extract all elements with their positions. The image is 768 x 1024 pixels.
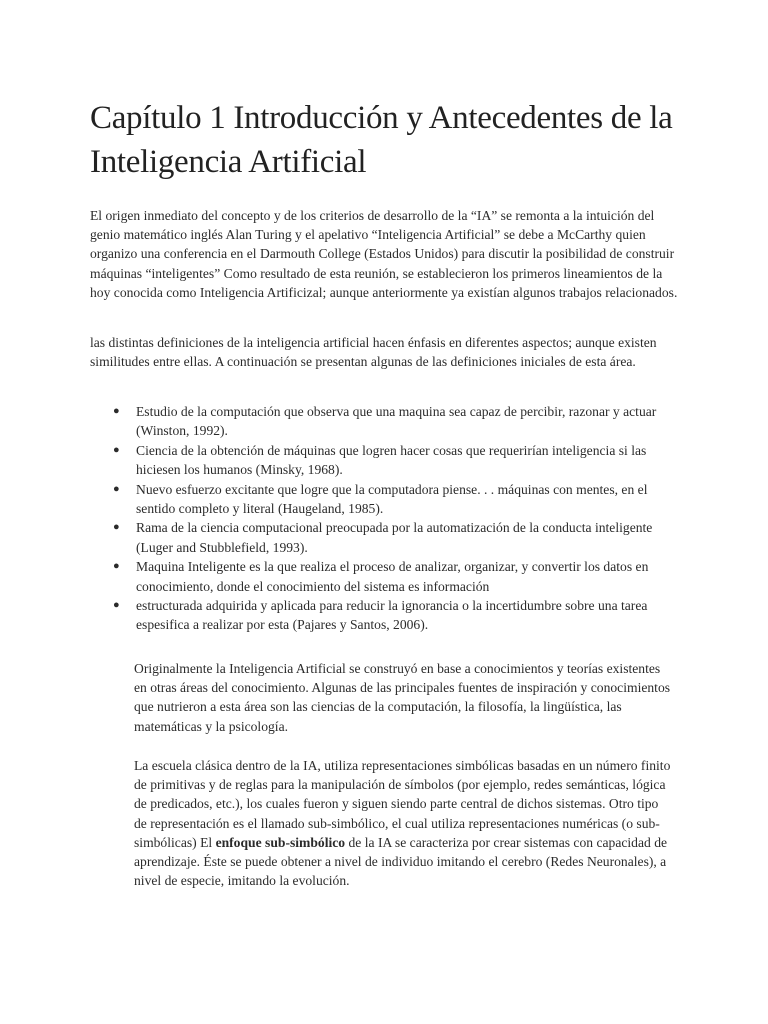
chapter-title: Capítulo 1 Introducción y Antecedentes de la Inteligencia Artificial	[90, 100, 673, 180]
paragraph-text: de la IA se caracteriza por crear sistemas con capacidad de aprendizaje. Éste se puede obtener a nivel de individuo imitando el cerebro (Redes Neuronales), a nivel de especie, imitando la evolución.	[134, 834, 668, 889]
bullet-icon: ●	[113, 443, 120, 456]
bullet-icon: ●	[113, 521, 120, 534]
list-item	[110, 441, 690, 480]
list-item-text: estructurada adquirida y aplicada para reducir la ignorancia o la incertidumbre sobre una tarea espesifica a realizar por esta (Pajares y Santos, 2006).	[136, 598, 648, 633]
list-item	[110, 402, 690, 441]
paragraph-definitions-intro: las distintas definiciones de la inteligencia artificial hacen énfasis en diferentes aspectos; aunque existen similitudes entre ellas. A continuación se presentan algunas de las definiciones iniciales de esta área.	[90, 335, 657, 370]
paragraph-text: La escuela clásica dentro de la IA, utiliza representaciones simbólicas basadas en un número finito de primitivas y de reglas para la manipulación de símbolos (por ejemplo, redes semánticas, lógica de predicados, etc.), los cuales fueron y siguen siendo parte central de dichos sistemas. Otro tipo de representación es el llamado sub-simbólico, el cual utiliza representaciones numéricas (o sub-simbólicas) El	[134, 758, 671, 850]
list-item	[110, 480, 690, 519]
paragraph-classic-school	[134, 756, 674, 890]
list-item-text: Rama de la ciencia computacional preocupada por la automatización de la conducta inteligente (Luger and Stubblefield, 1993).	[136, 520, 653, 555]
list-item-text: Maquina Inteligente es la que realiza el proceso de analizar, organizar, y convertir los datos en conocimiento, donde el conocimiento del sistema es información	[136, 559, 649, 594]
list-item-text: Estudio de la computación que observa que una maquina sea capaz de percibir, razonar y actuar (Winston, 1992).	[136, 404, 657, 439]
paragraph-origin: El origen inmediato del concepto y de los criterios de desarrollo de la “IA” se remonta a la intuición del genio matemático inglés Alan Turing y el apelativo “Inteligencia Artificial” se debe a McCarthy quien organizo una conferencia en el Darmouth College (Estados Unidos) para discutir la posibilidad de construir máquinas “inteligentes” Como resultado de esta reunión, se establecieron los primeros lineamientos de la hoy conocida como Inteligencia Artificizal; aunque anteriormente ya existían algunos trabajos relacionados.	[90, 208, 678, 300]
list-item	[110, 557, 690, 596]
bullet-icon: ●	[113, 599, 120, 612]
list-item	[110, 518, 690, 557]
list-item	[110, 596, 690, 635]
bullet-icon: ●	[113, 560, 120, 573]
paragraph-sources: Originalmente la Inteligencia Artificial se construyó en base a conocimientos y teorías existentes en otras áreas del conocimiento. Algunas de las principales fuentes de inspiración y conocimientos que nutrieron a esta área son las ciencias de la computación, la filosofía, la lingüística, las matemáticas y la psicología.	[134, 661, 671, 734]
list-item-text: Nuevo esfuerzo excitante que logre que la computadora piense. . . máquinas con mentes, en el sentido completo y literal (Haugeland, 1985).	[136, 481, 648, 517]
bullet-icon: ●	[113, 482, 120, 495]
definitions-list	[110, 402, 690, 635]
bullet-icon: ●	[113, 405, 120, 417]
list-item-text: Ciencia de la obtención de máquinas que logren hacer cosas que requerirían inteligencia si las hiciesen los humanos (Minsky, 1968).	[136, 442, 647, 478]
bold-term: enfoque sub-simbólico	[215, 834, 346, 850]
